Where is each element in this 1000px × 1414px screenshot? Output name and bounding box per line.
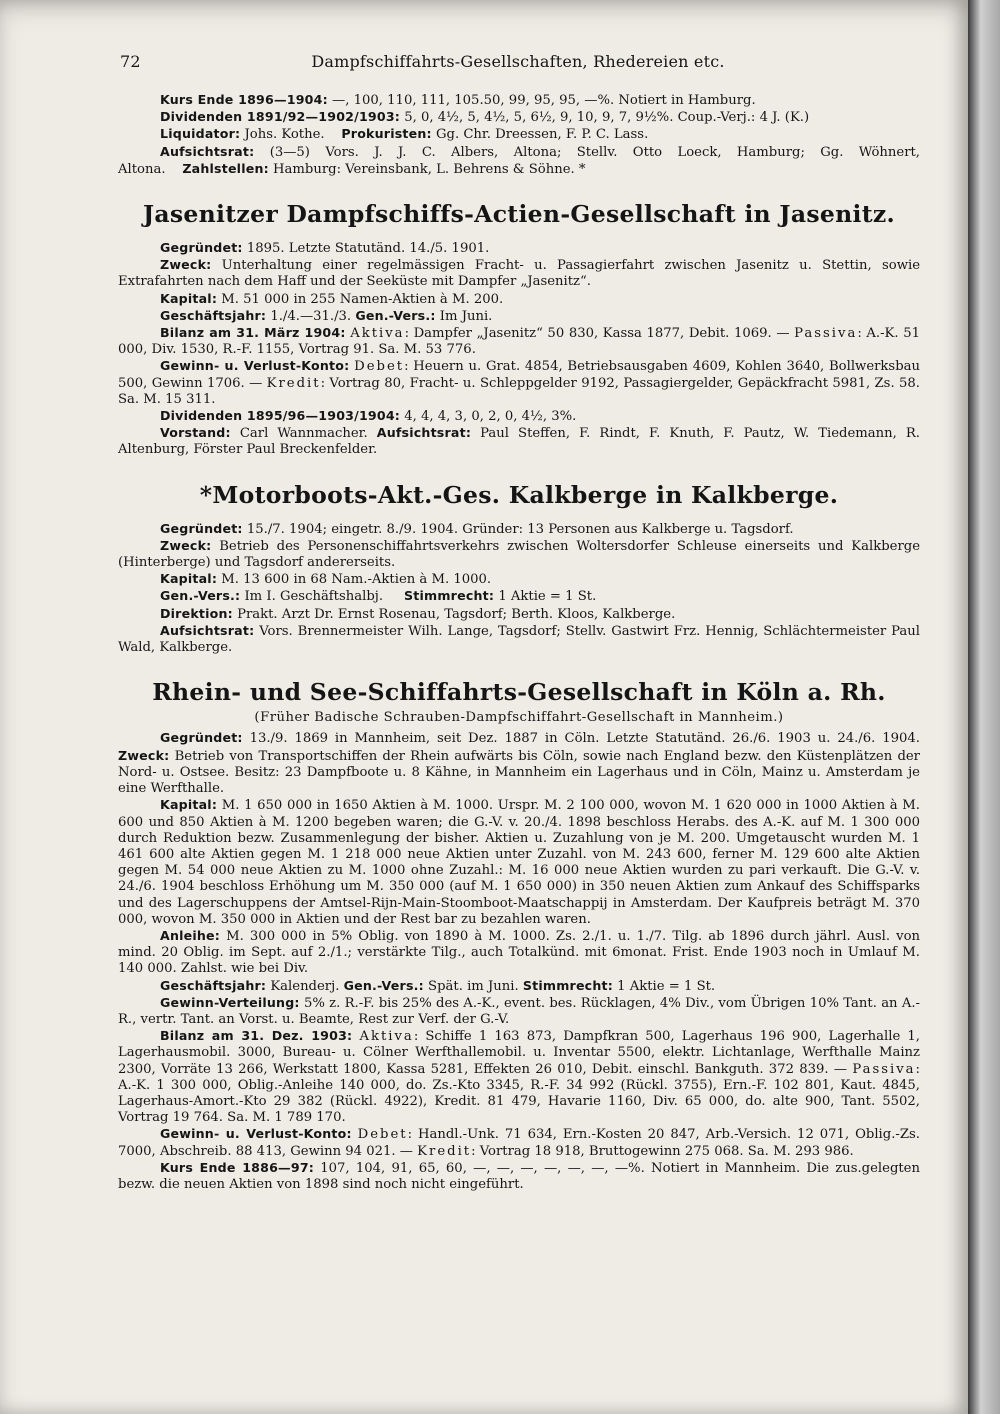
rhein-kapital-paragraph — [118, 797, 920, 928]
prev-zahlstellen-label: Zahlstellen: — [182, 160, 269, 176]
jas-passiva-word: Passiva — [794, 326, 858, 342]
motor-zweck-text: Betrieb des Personenschiffahrtsverkehrs zwischen Woltersdorfer Schleuse einerseits und Kalkberge (Hinterberge) und Tagsdorf andererseits. — [118, 538, 920, 571]
motor-zweck-label: Zweck: — [160, 537, 212, 553]
rhein-gewinnverteilung-text: 5% z. R.-F. bis 25% des A.-K., event. bes. Rücklagen, 4% Div., vom Übrigen 10% Tant. an A.-R., vertr. Tant. an Vorst. u. Beamte, Rest zur Verf. der G.-V. — [118, 995, 920, 1027]
motor-genvers-paragraph — [118, 588, 920, 605]
jas-aktiva-word: Aktiva — [350, 326, 405, 342]
rhein-kredit-word: Kredit — [417, 1143, 472, 1159]
prev-prokuristen-text: Gg. Chr. Dreessen, F. P. C. Lass. — [431, 127, 649, 143]
motor-direktion-label: Direktion: — [160, 605, 233, 621]
jas-genvers-label: Gen.-Vers.: — [355, 307, 436, 323]
jas-bilanz-aktiva-text: : Dampfer „Jasenitz“ 50 830, Kassa 1877, Debit. 1069. — — [404, 326, 795, 342]
jas-vorstand-label: Vorstand: — [160, 425, 231, 441]
jas-vorstand-paragraph — [118, 425, 920, 458]
motor-genvers-text: Im I. Geschäftshalbj. — [240, 589, 388, 605]
rhein-bilanz-label: Bilanz am 31. Dez. 1903: — [160, 1028, 353, 1044]
motor-aufsichtsrat-paragraph — [118, 623, 920, 656]
rhein-anleihe-label: Anleihe: — [160, 927, 221, 943]
jas-zweck-label: Zweck: — [160, 257, 212, 273]
rhein-geschaeftsjahr-label: Geschäftsjahr: — [160, 977, 267, 993]
rhein-genvers-label: Gen.-Vers.: — [343, 977, 424, 993]
jas-guv-paragraph — [118, 358, 920, 408]
prev-aufsichtsrat-paragraph — [118, 144, 920, 178]
rhein-gegruendet-label: Gegründet: — [160, 730, 243, 746]
jas-gegruendet-paragraph — [118, 240, 920, 257]
rhein-guv-paragraph — [118, 1126, 920, 1159]
running-title: Dampfschiffahrts-Gesellschaften, Rhedereien etc. — [311, 52, 725, 71]
rhein-geschaeftsjahr-paragraph — [118, 978, 920, 995]
jas-dividenden-label: Dividenden 1895/96—1903/1904: — [160, 408, 401, 424]
page-number: 72 — [120, 52, 141, 71]
jas-aufsichtsrat-text: Paul Steffen, F. Rindt, F. Knuth, F. Pautz, W. Tiedemann, R. Altenburg, Förster Paul Breckenfelder. — [118, 426, 920, 458]
rhein-genvers-text: Spät. im Juni. — [423, 978, 523, 994]
rhein-anleihe-text: M. 300 000 in 5% Oblig. von 1890 à M. 1000. Zs. 2./1. u. 1./7. Tilg. ab 1896 durch jährl. Ausl. von mind. 20 Oblig. im Sept. auf 2./1.; verstärkte Tilg., auch Totalkünd. mit 6monat. Frist. Ende 1903 noch in Umlauf M. 140 000. Zahlst. wie bei Div. — [118, 928, 920, 977]
rhein-debet-word: Debet — [357, 1127, 408, 1143]
jas-bilanz-passiva-text: : A.-K. 51 000, Div. 1530, R.-F. 1155, Vortrag 91. Sa. M. 53 776. — [118, 326, 920, 358]
rhein-kurs-label: Kurs Ende 1886—97: — [160, 1159, 315, 1175]
prev-aufsichtsrat-label: Aufsichtsrat: — [160, 143, 255, 159]
rhein-gegruendet-paragraph — [118, 730, 920, 797]
rhein-guv-debet-text: : Handl.-Unk. 71 634, Ern.-Kosten 20 847, Arb.-Versich. 12 071, Oblig.-Zs. 7000, Abschreib. 88 413, Gewinn 94 021. — — [118, 1127, 920, 1159]
jas-geschaeftsjahr-label: Geschäftsjahr: — [160, 307, 267, 323]
jas-zweck-paragraph — [118, 257, 920, 290]
prev-prokuristen-label: Prokuristen: — [341, 126, 432, 142]
prev-liquidator-text: Johs. Kothe. — [240, 127, 325, 143]
motor-kapital-paragraph — [118, 571, 920, 588]
rhein-aktiva-word: Aktiva — [359, 1029, 414, 1045]
rhein-gegruendet-text: 13./9. 1869 in Mannheim, seit Dez. 1887 in Cöln. Letzte Statutänd. 26./6. 1903 u. 24./6. 1904. — [242, 731, 920, 747]
rhein-geschaeftsjahr-text: Kalenderj. — [266, 978, 344, 994]
prev-liquidator-paragraph — [118, 126, 920, 143]
jas-dividenden-paragraph — [118, 408, 920, 425]
prev-kurs-text: —, 100, 110, 111, 105.50, 99, 95, 95, —%. Notiert in Hamburg. — [327, 93, 756, 108]
jas-geschaeftsjahr-text: 1./4.—31./3. — [266, 308, 356, 324]
prev-aufsichtsrat-text: (3—5) Vors. J. J. C. Albers, Altona; Stellv. Otto Loeck, Hamburg; Gg. Wöhnert, Altona. — [118, 144, 920, 177]
rhein-kapital-label: Kapital: — [160, 797, 218, 813]
rhein-kapital-text: M. 1 650 000 in 1650 Aktien à M. 1000. Urspr. M. 2 100 000, wovon M. 1 620 000 in 1000 Aktien à M. 600 und 850 Aktien à M. 1200 begeben waren; die G.-V. v. 20./4. 1898 beschloss Herabs. des A.-K. auf M. 1 300 000 durch Reduktion bezw. Zusammenlegung der bisher. Aktien u. Zuzahlung von je M. 200. Umgetauscht wurden M. 1 461 600 alte Aktien gegen M. 1 218 000 neue Aktien unter Zuzahl. von M. 243 600, ferner M. 129 600 alte Aktien gegen M. 54 000 neue Aktien zu M. 1000 ohne Zuzahl.: M. 16 000 neue Aktien wurden zu pari verkauft. Die G.-V. v. 24./6. 1904 beschloss Erhöhung um M. 350 000 (auf M. 1 650 000) in 350 neuen Aktien zum Ankauf des Schiffsparks und des Lagerschuppens der Amtsel-Rijn-Main-Stoomboot-Maatschappij in Amsterdam. Der Kaufpreis beträgt M. 370 000, wovon M. 350 000 in Aktien und der Rest bar zu bezahlen waren. — [118, 798, 920, 927]
motor-kapital-label: Kapital: — [160, 571, 218, 587]
prev-kurs-label: Kurs Ende 1896—1904: — [160, 92, 328, 107]
entry-title-rhein: Rhein- und See-Schiffahrts-Gesellschaft in Köln a. Rh. — [152, 678, 886, 707]
jas-gegruendet-text: 1895. Letzte Statutänd. 14./5. 1901. — [242, 241, 490, 257]
rhein-anleihe-paragraph — [118, 928, 920, 978]
motor-direktion-text: Prakt. Arzt Dr. Ernst Rosenau, Tagsdorf; Berth. Kloos, Kalkberge. — [232, 606, 676, 622]
jas-gegruendet-label: Gegründet: — [160, 240, 243, 256]
entry-title-jasenitz: Jasenitzer Dampfschiffs-Actien-Gesellschaft in Jasenitz. — [142, 200, 896, 229]
jas-kapital-text: M. 51 000 in 255 Namen-Aktien à M. 200. — [217, 291, 504, 307]
jas-genvers-text: Im Juni. — [435, 308, 493, 324]
motor-stimmrecht-text: 1 Aktie = 1 St. — [494, 589, 597, 605]
jas-zweck-text: Unterhaltung einer regelmässigen Fracht- u. Passagierfahrt zwischen Jasenitz u. Stettin, sowie Extrafahrten nach dem Haff und der Seeküste mit Dampfer „Jasenitz“. — [118, 258, 920, 290]
entry-subtitle-rhein: (Früher Badische Schrauben-Dampfschiffahrt-Gesellschaft in Mannheim.) — [254, 710, 784, 726]
jas-bilanz-paragraph — [118, 325, 920, 358]
rhein-bilanz-passiva-text: : A.-K. 1 300 000, Oblig.-Anleihe 140 000, do. Zs.-Kto 3345, R.-F. 34 992 (Rückl. 3755), Ern.-F. 102 801, Kaut. 4845, Lagerhaus-Amort.-Kto 29 382 (Rückl. 4922), Kredit. 81 479, Havarie 1160, Div. 65 000, do. alte 900, Tant. 5502, Vortrag 19 764. Sa. M. 1 789 170. — [118, 1061, 920, 1126]
jas-kapital-paragraph — [118, 291, 920, 308]
rhein-gewinnverteilung-paragraph — [118, 995, 920, 1028]
jas-kredit-word: Kredit — [266, 375, 321, 391]
rhein-bilanz-aktiva-text: : Schiffe 1 163 873, Dampfkran 500, Lagerhaus 196 900, Lagerhalle 1, Lagerhausmobil. 3000, Bureau- u. Cölner Werfthallemobil. u. Inventar 5500, elektr. Lichtanlage, Werfthalle Mainz 2300, Vorräte 13 266, Werkstatt 1800, Kassa 5281, Effekten 26 010, Debit. einschl. Bankguth. 372 839. — — [118, 1029, 920, 1077]
jas-guv-label: Gewinn- u. Verlust-Konto: — [160, 358, 350, 374]
page-body — [118, 92, 920, 1193]
jas-bilanz-label: Bilanz am 31. März 1904: — [160, 325, 346, 341]
jas-debet-word: Debet — [354, 359, 405, 375]
prev-zahlstellen-text: Hamburg: Vereinsbank, L. Behrens & Söhne. * — [268, 161, 586, 177]
rhein-bilanz-paragraph — [118, 1028, 920, 1126]
jas-geschaeftsjahr-paragraph — [118, 308, 920, 325]
rhein-zweck-label: Zweck: — [118, 747, 170, 763]
prev-dividends-label: Dividenden 1891/92—1902/1903: — [160, 109, 401, 125]
prev-dividends-paragraph — [118, 109, 920, 126]
motor-gegruendet-paragraph — [118, 521, 920, 538]
rhein-gewinnverteilung-label: Gewinn-Verteilung: — [160, 994, 300, 1010]
prev-liquidator-label: Liquidator: — [160, 126, 241, 142]
motor-gegruendet-label: Gegründet: — [160, 520, 243, 536]
rhein-passiva-word: Passiva — [852, 1061, 916, 1077]
prev-dividends-text: 5, 0, 4½, 5, 4½, 5, 6½, 9, 10, 9, 7, 9½%. Coup.-Verj.: 4 J. (K.) — [400, 110, 810, 126]
rhein-stimmrecht-label: Stimmrecht: — [522, 977, 613, 993]
rhein-kurs-paragraph — [118, 1160, 920, 1193]
jas-aufsichtsrat-label: Aufsichtsrat: — [376, 425, 472, 441]
rhein-guv-label: Gewinn- u. Verlust-Konto: — [160, 1126, 352, 1142]
motor-aufsichtsrat-label: Aufsichtsrat: — [160, 622, 255, 638]
motor-aufsichtsrat-text: Vors. Brennermeister Wilh. Lange, Tagsdorf; Stellv. Gastwirt Frz. Hennig, Schlächtermeister Paul Wald, Kalkberge. — [118, 623, 920, 656]
motor-stimmrecht-label: Stimmrecht: — [404, 588, 495, 604]
motor-kapital-text: M. 13 600 in 68 Nam.-Aktien à M. 1000. — [217, 572, 492, 588]
rhein-stimmrecht-text: 1 Aktie = 1 St. — [612, 978, 716, 994]
rhein-kurs-text: 107, 104, 91, 65, 60, —, —, —, —, —, —, —%. Notiert in Mannheim. Die zus.gelegten bezw. die neuen Aktien von 1898 sind noch nicht eingeführt. — [118, 1160, 920, 1192]
rhein-zweck-text: Betrieb von Transportschiffen der Rhein aufwärts bis Cöln, sowie nach England bezw. den Küstenplätzen der Nord- u. Ostsee. Besitz: 23 Dampfboote u. 8 Kähne, in Mannheim ein Lagerhaus und in Cöln, Mainz u. Amsterdam je eine Werfthalle. — [118, 748, 920, 797]
entry-title-motorboots: *Motorboots-Akt.-Ges. Kalkberge in Kalkberge. — [199, 480, 839, 509]
jas-guv-debet-text: : Heuern u. Grat. 4854, Betriebsausgaben 4609, Kohlen 3640, Bollwerksbau 500, Gewinn 1706. — — [118, 359, 920, 391]
rhein-guv-kredit-text: : Vortrag 18 918, Bruttogewinn 275 068. Sa. M. 293 986. — [471, 1143, 854, 1159]
motor-genvers-label: Gen.-Vers.: — [160, 588, 241, 604]
jas-kapital-label: Kapital: — [160, 290, 218, 306]
motor-direktion-paragraph — [118, 606, 920, 623]
page-edge-shadow — [968, 0, 1000, 1414]
motor-zweck-paragraph — [118, 538, 920, 571]
jas-guv-kredit-text: : Vortrag 80, Fracht- u. Schleppgelder 9192, Passagiergelder, Gepäckfracht 5981, Zs. 58. Sa. M. 15 311. — [118, 375, 920, 407]
jas-vorstand-text: Carl Wannmacher. — [230, 426, 377, 442]
jas-dividenden-text: 4, 4, 4, 3, 0, 2, 0, 4½, 3%. — [400, 409, 577, 425]
page-header — [118, 52, 918, 78]
prev-kurs-paragraph — [118, 92, 920, 109]
motor-gegruendet-text: 15./7. 1904; eingetr. 8./9. 1904. Gründer: 13 Personen aus Kalkberge u. Tagsdorf. — [242, 521, 794, 537]
